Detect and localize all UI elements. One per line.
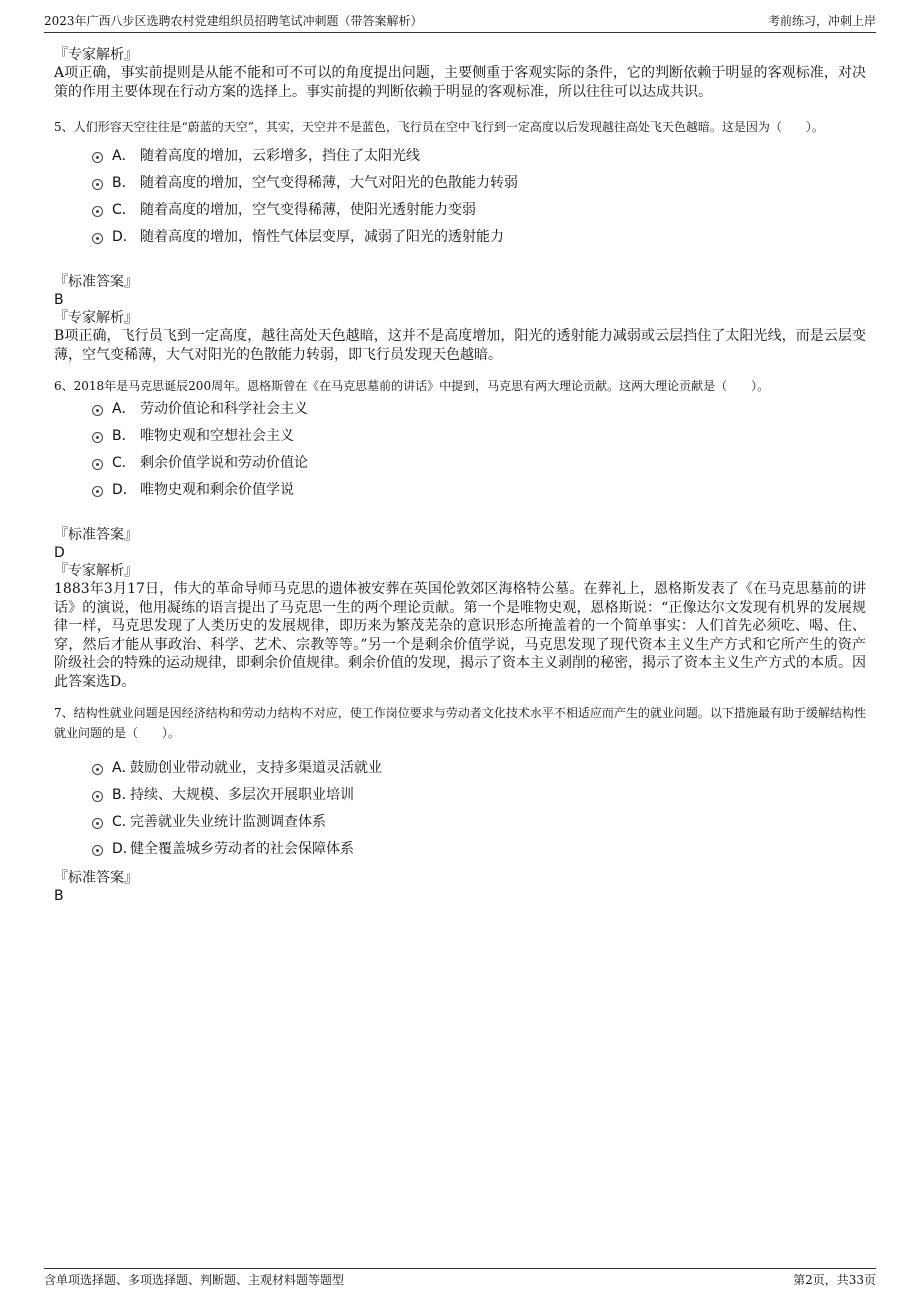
option-text: 唯物史观和空想社会主义 [140, 428, 294, 444]
expert-analysis-label: 『专家解析』 [54, 47, 138, 63]
question-5-stem: 5、人们形容天空往往是“蔚蓝的天空”，其实，天空并不是蓝色，飞行员在空中飞行到一定高度以后发现越往高处飞天色越暗。这是因为（ ）。 [54, 120, 824, 134]
option-letter: D． [112, 482, 137, 498]
expert-analysis-text: A项正确，事实前提则是从能不能和可不可以的角度提出问题，主要侧重于客观实际的条件，它的判断依赖于明显的客观标准，对决策的作用主要体现在行动方案的选择上。事实前提的判断依赖于明显的客观标准，所以往往可以达成共识。 [54, 65, 866, 100]
question-6-stem: 6、2018年是马克思诞辰200周年。恩格斯曾在《在马克思墓前的讲话》中提到，马克思有两大理论贡献。这两大理论贡献是（ ）。 [54, 379, 770, 393]
option-d[interactable] [92, 838, 866, 865]
option-text: 随着高度的增加，惰性气体层变厚，减弱了阳光的透射能力 [140, 229, 504, 245]
radio-button-icon[interactable] [92, 233, 103, 244]
option-a[interactable] [92, 398, 866, 425]
footer-question-types: 含单项选择题、多项选择题、判断题、主观材料题等题型 [44, 1273, 345, 1287]
option-text: 健全覆盖城乡劳动者的社会保障体系 [130, 841, 354, 857]
option-letter: D． [112, 229, 137, 245]
option-text: 鼓励创业带动就业，支持多渠道灵活就业 [130, 760, 382, 776]
option-d[interactable] [92, 479, 866, 506]
radio-button-icon[interactable] [92, 206, 103, 217]
standard-answer-value: B [54, 292, 64, 308]
expert-analysis-text: 1883年3月17日，伟大的革命导师马克思的遗体被安葬在英国伦敦郊区海格特公墓。在葬礼上，恩格斯发表了《在马克思墓前的讲话》的演说，他用凝练的语言提出了马克思一生的两个理论贡献。第一个是唯物史观，恩格斯说：“正像达尔文发现有机界的发展规律一样，马克思发现了人类历史的发展规律，即历来为繁茂芜杂的意识形态所掩盖着的一个简单事实：人们首先必须吃、喝、住、穿，然后才能从事政治、科学、艺术、宗教等等。”另一个是剩余价值学说，马克思发现了现代资本主义生产方式和它所产生的资产阶级社会的特殊的运动规律，即剩余价值规律。剩余价值的发现，揭示了资本主义剥削的秘密，揭示了资本主义生产方式的本质。因此答案选D。 [54, 581, 866, 690]
question-7-stem: 7、结构性就业问题是因经济结构和劳动力结构不对应，使工作岗位要求与劳动者文化技术水平不相适应而产生的就业问题。以下措施最有助于缓解结构性就业问题的是（ ）。 [54, 706, 866, 740]
option-letter: C． [112, 814, 136, 830]
option-letter: A． [112, 148, 136, 164]
option-letter: C． [112, 202, 136, 218]
option-c[interactable] [92, 452, 866, 479]
expert-analysis-label: 『专家解析』 [54, 563, 138, 579]
option-letter: D． [112, 841, 137, 857]
page-footer [44, 1268, 876, 1291]
option-text: 唯物史观和剩余价值学说 [140, 482, 294, 498]
radio-button-icon[interactable] [92, 405, 103, 416]
standard-answer-value: B [54, 888, 64, 904]
document-title: 2023年广西八步区选聘农村党建组织员招聘笔试冲刺题（带答案解析） [44, 14, 423, 28]
option-a[interactable] [92, 757, 866, 784]
option-text: 持续、大规模、多层次开展职业培训 [130, 787, 354, 803]
page-number: 第2页，共33页 [793, 1273, 876, 1287]
option-text: 随着高度的增加，云彩增多，挡住了太阳光线 [140, 148, 420, 164]
option-b[interactable] [92, 784, 866, 811]
standard-answer-value: D [54, 545, 65, 561]
option-c[interactable] [92, 199, 866, 226]
option-text: 劳动价值论和科学社会主义 [140, 401, 308, 417]
standard-answer-label: 『标准答案』 [54, 870, 138, 886]
radio-button-icon[interactable] [92, 459, 103, 470]
option-d[interactable] [92, 226, 866, 253]
option-text: 剩余价值学说和劳动价值论 [140, 455, 308, 471]
page-header [44, 10, 876, 33]
option-text: 随着高度的增加，空气变得稀薄，大气对阳光的色散能力转弱 [140, 175, 518, 191]
expert-analysis-text: B项正确，飞行员飞到一定高度，越往高处天色越暗，这并不是高度增加，阳光的透射能力减弱或云层挡住了太阳光线，而是云层变薄，空气变稀薄，大气对阳光的色散能力转弱，即飞行员发现天色越暗。 [54, 328, 866, 363]
option-letter: B． [112, 175, 136, 191]
option-b[interactable] [92, 425, 866, 452]
expert-analysis-label: 『专家解析』 [54, 310, 138, 326]
radio-button-icon[interactable] [92, 486, 103, 497]
radio-button-icon[interactable] [92, 179, 103, 190]
option-b[interactable] [92, 172, 866, 199]
question-6-options [92, 398, 866, 506]
option-letter: C． [112, 455, 136, 471]
option-a[interactable] [92, 145, 866, 172]
radio-button-icon[interactable] [92, 791, 103, 802]
radio-button-icon[interactable] [92, 432, 103, 443]
radio-button-icon[interactable] [92, 152, 103, 163]
option-letter: A． [112, 760, 136, 776]
option-letter: A． [112, 401, 136, 417]
option-text: 完善就业失业统计监测调查体系 [130, 814, 326, 830]
option-c[interactable] [92, 811, 866, 838]
page-content [54, 46, 866, 905]
radio-button-icon[interactable] [92, 845, 103, 856]
radio-button-icon[interactable] [92, 764, 103, 775]
radio-button-icon[interactable] [92, 818, 103, 829]
standard-answer-label: 『标准答案』 [54, 527, 138, 543]
question-5-options [92, 145, 866, 253]
header-slogan: 考前练习，冲刺上岸 [767, 14, 876, 28]
question-7-options [92, 757, 866, 865]
option-letter: B． [112, 428, 136, 444]
standard-answer-label: 『标准答案』 [54, 274, 138, 290]
option-text: 随着高度的增加，空气变得稀薄，使阳光透射能力变弱 [140, 202, 476, 218]
option-letter: B． [112, 787, 136, 803]
